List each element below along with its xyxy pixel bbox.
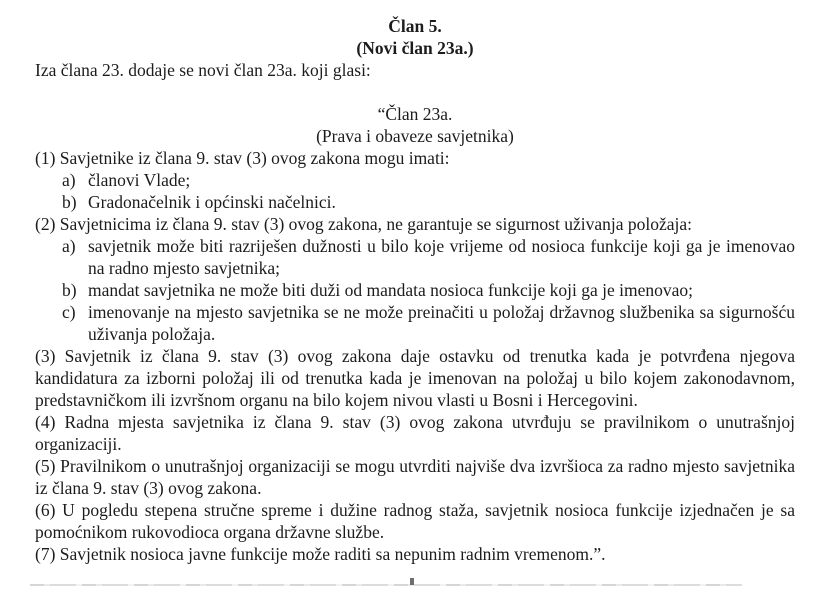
article-heading-line2: (Novi član 23a.) bbox=[356, 38, 474, 58]
paragraph-list bbox=[35, 147, 795, 565]
paragraph-3: (3) Savjetnik iz člana 9. stav (3) ovog zakona daje ostavku od trenutka kada je potvrđena njegova kandidatura za izborni položaj ili od trenutka kada je imenovan na položaj u bilo kojem zakonodavnom, predstavničkom ili izvršnom organu na bilo kojem nivou vlasti u Bosni i Hercegovini. bbox=[35, 346, 795, 410]
subitem-b: b) mandat savjetnika ne može biti duži od mandata nosioca funkcije koji ga je imenovao; bbox=[62, 280, 694, 300]
subitem-marker: b) bbox=[62, 192, 77, 212]
paragraph-number: (3) bbox=[35, 346, 56, 366]
subitem-b: b) Gradonačelnik i općinski načelnici. bbox=[62, 192, 336, 212]
article-heading-line1: Član 5. bbox=[388, 16, 442, 36]
subitem-marker: b) bbox=[62, 280, 77, 300]
paragraph-6: (6) U pogledu stepena stručne spreme i dužine radnog staža, savjetnik nosioca funkcije izjednačen je sa pomoćnikom rukovodioca organa državne službe. bbox=[35, 500, 795, 542]
scan-artifact-line bbox=[30, 584, 742, 586]
subitem-marker: a) bbox=[62, 170, 76, 190]
paragraph-4: (4) Radna mjesta savjetnika iz člana 9. stav (3) ovog zakona utvrđuju se pravilnikom o unutrašnjoj organizaciji. bbox=[35, 412, 795, 454]
subitem-c: c) imenovanje na mjesto savjetnika se ne može preinačiti u položaj državnog službenika sa sigurnošću uživanja položaja. bbox=[62, 302, 795, 344]
paragraph-2: (2) Savjetnicima iz člana 9. stav (3) ovog zakona, ne garantuje se sigurnost uživanja položaja: bbox=[35, 214, 692, 234]
subitem-a: a) savjetnik može biti razriješen dužnosti u bilo koje vrijeme od nosioca funkcije koji ga je imenovao na radno mjesto savjetnika; bbox=[62, 236, 795, 278]
paragraph-number: (6) bbox=[35, 500, 56, 520]
scan-artifact-mark bbox=[410, 578, 414, 585]
paragraph-number: (4) bbox=[35, 412, 56, 432]
subitem-marker: a) bbox=[62, 236, 76, 256]
paragraph-number: (1) bbox=[35, 148, 56, 168]
subitem-a: a) članovi Vlade; bbox=[62, 170, 191, 190]
paragraph-7: (7) Savjetnik nosioca javne funkcije može raditi sa nepunim radnim vremenom.”. bbox=[35, 544, 606, 564]
paragraph-5: (5) Pravilnikom o unutrašnjoj organizaciji se mogu utvrditi najviše dva izvršioca za radno mjesto savjetnika iz člana 9. stav (3) ovog zakona. bbox=[35, 456, 795, 498]
new-article-subtitle: (Prava i obaveze savjetnika) bbox=[316, 126, 514, 146]
paragraph-number: (7) bbox=[35, 544, 56, 564]
intro-sentence: Iza člana 23. dodaje se novi član 23a. koji glasi: bbox=[35, 60, 371, 80]
blank-line bbox=[35, 81, 795, 103]
subitem-marker: c) bbox=[62, 302, 76, 322]
new-article-title: “Član 23a. bbox=[377, 104, 453, 124]
paragraph-number: (2) bbox=[35, 214, 56, 234]
paragraph-number: (5) bbox=[35, 456, 56, 476]
paragraph-1: (1) Savjetnike iz člana 9. stav (3) ovog zakona mogu imati: bbox=[35, 148, 450, 168]
